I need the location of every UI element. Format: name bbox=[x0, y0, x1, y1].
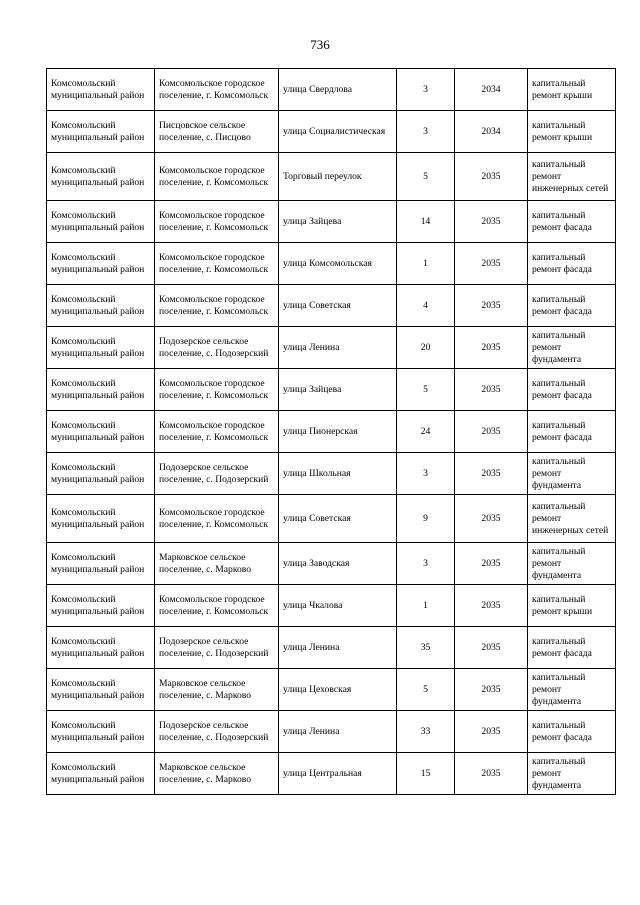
year-cell: 2035 bbox=[455, 327, 528, 369]
street-cell: улица Зайцева bbox=[279, 201, 397, 243]
table-row bbox=[47, 243, 616, 285]
settlement-cell: Комсомольское городское поселение, г. Комсомольск bbox=[155, 201, 279, 243]
settlement-cell: Марковское сельское поселение, с. Марково bbox=[155, 753, 279, 795]
table-row bbox=[47, 285, 616, 327]
work-type-cell: капитальный ремонт фасада bbox=[528, 369, 616, 411]
street-cell: улица Советская bbox=[279, 285, 397, 327]
street-cell: улица Ленина bbox=[279, 327, 397, 369]
year-cell: 2034 bbox=[455, 111, 528, 153]
house-number-cell: 3 bbox=[397, 453, 455, 495]
street-cell: улица Школьная bbox=[279, 453, 397, 495]
year-cell: 2035 bbox=[455, 669, 528, 711]
settlement-cell: Подозерское сельское поселение, с. Подозерский bbox=[155, 453, 279, 495]
street-cell: улица Комсомольская bbox=[279, 243, 397, 285]
house-number-cell: 9 bbox=[397, 495, 455, 543]
settlement-cell: Комсомольское городское поселение, г. Комсомольск bbox=[155, 69, 279, 111]
district-cell: Комсомольский муниципальный район bbox=[47, 153, 155, 201]
district-cell: Комсомольский муниципальный район bbox=[47, 753, 155, 795]
housing-repair-table bbox=[46, 68, 616, 795]
settlement-cell: Подозерское сельское поселение, с. Подозерский bbox=[155, 327, 279, 369]
work-type-cell: капитальный ремонт фундамента bbox=[528, 453, 616, 495]
house-number-cell: 4 bbox=[397, 285, 455, 327]
street-cell: улица Пионерская bbox=[279, 411, 397, 453]
year-cell: 2035 bbox=[455, 153, 528, 201]
street-cell: улица Зайцева bbox=[279, 369, 397, 411]
table-row bbox=[47, 627, 616, 669]
house-number-cell: 5 bbox=[397, 669, 455, 711]
settlement-cell: Комсомольское городское поселение, г. Комсомольск bbox=[155, 153, 279, 201]
work-type-cell: капитальный ремонт фасада bbox=[528, 711, 616, 753]
house-number-cell: 3 bbox=[397, 69, 455, 111]
street-cell: улица Центральная bbox=[279, 753, 397, 795]
house-number-cell: 20 bbox=[397, 327, 455, 369]
year-cell: 2035 bbox=[455, 495, 528, 543]
district-cell: Комсомольский муниципальный район bbox=[47, 369, 155, 411]
house-number-cell: 24 bbox=[397, 411, 455, 453]
settlement-cell: Комсомольское городское поселение, г. Комсомольск bbox=[155, 369, 279, 411]
table-row bbox=[47, 669, 616, 711]
year-cell: 2035 bbox=[455, 585, 528, 627]
district-cell: Комсомольский муниципальный район bbox=[47, 327, 155, 369]
settlement-cell: Комсомольское городское поселение, г. Комсомольск bbox=[155, 411, 279, 453]
year-cell: 2035 bbox=[455, 243, 528, 285]
year-cell: 2035 bbox=[455, 753, 528, 795]
table-row bbox=[47, 69, 616, 111]
settlement-cell: Писцовское сельское поселение, с. Писцово bbox=[155, 111, 279, 153]
table-row bbox=[47, 495, 616, 543]
street-cell: улица Свердлова bbox=[279, 69, 397, 111]
district-cell: Комсомольский муниципальный район bbox=[47, 285, 155, 327]
district-cell: Комсомольский муниципальный район bbox=[47, 495, 155, 543]
table-row bbox=[47, 585, 616, 627]
year-cell: 2035 bbox=[455, 369, 528, 411]
work-type-cell: капитальный ремонт фундамента bbox=[528, 753, 616, 795]
year-cell: 2035 bbox=[455, 711, 528, 753]
house-number-cell: 35 bbox=[397, 627, 455, 669]
district-cell: Комсомольский муниципальный район bbox=[47, 543, 155, 585]
year-cell: 2035 bbox=[455, 453, 528, 495]
house-number-cell: 33 bbox=[397, 711, 455, 753]
settlement-cell: Подозерское сельское поселение, с. Подозерский bbox=[155, 627, 279, 669]
year-cell: 2035 bbox=[455, 285, 528, 327]
settlement-cell: Комсомольское городское поселение, г. Комсомольск bbox=[155, 495, 279, 543]
street-cell: улица Чкалова bbox=[279, 585, 397, 627]
district-cell: Комсомольский муниципальный район bbox=[47, 69, 155, 111]
work-type-cell: капитальный ремонт крыши bbox=[528, 585, 616, 627]
district-cell: Комсомольский муниципальный район bbox=[47, 243, 155, 285]
street-cell: улица Цеховская bbox=[279, 669, 397, 711]
work-type-cell: капитальный ремонт фасада bbox=[528, 411, 616, 453]
house-number-cell: 5 bbox=[397, 153, 455, 201]
table-row bbox=[47, 543, 616, 585]
work-type-cell: капитальный ремонт фасада bbox=[528, 201, 616, 243]
house-number-cell: 15 bbox=[397, 753, 455, 795]
house-number-cell: 14 bbox=[397, 201, 455, 243]
year-cell: 2034 bbox=[455, 69, 528, 111]
table-row bbox=[47, 453, 616, 495]
settlement-cell: Комсомольское городское поселение, г. Комсомольск bbox=[155, 585, 279, 627]
work-type-cell: капитальный ремонт фасада bbox=[528, 243, 616, 285]
district-cell: Комсомольский муниципальный район bbox=[47, 111, 155, 153]
work-type-cell: капитальный ремонт фундамента bbox=[528, 543, 616, 585]
page-number: 736 bbox=[310, 37, 330, 52]
year-cell: 2035 bbox=[455, 543, 528, 585]
street-cell: Торговый переулок bbox=[279, 153, 397, 201]
house-number-cell: 3 bbox=[397, 111, 455, 153]
table-row bbox=[47, 153, 616, 201]
table-row bbox=[47, 411, 616, 453]
settlement-cell: Марковское сельское поселение, с. Марково bbox=[155, 543, 279, 585]
work-type-cell: капитальный ремонт инженерных сетей bbox=[528, 495, 616, 543]
street-cell: улица Ленина bbox=[279, 627, 397, 669]
table-row bbox=[47, 753, 616, 795]
settlement-cell: Комсомольское городское поселение, г. Комсомольск bbox=[155, 243, 279, 285]
house-number-cell: 1 bbox=[397, 243, 455, 285]
work-type-cell: капитальный ремонт крыши bbox=[528, 111, 616, 153]
district-cell: Комсомольский муниципальный район bbox=[47, 453, 155, 495]
work-type-cell: капитальный ремонт фундамента bbox=[528, 669, 616, 711]
district-cell: Комсомольский муниципальный район bbox=[47, 669, 155, 711]
settlement-cell: Подозерское сельское поселение, с. Подозерский bbox=[155, 711, 279, 753]
work-type-cell: капитальный ремонт фасада bbox=[528, 627, 616, 669]
district-cell: Комсомольский муниципальный район bbox=[47, 411, 155, 453]
district-cell: Комсомольский муниципальный район bbox=[47, 627, 155, 669]
year-cell: 2035 bbox=[455, 627, 528, 669]
table-row bbox=[47, 111, 616, 153]
street-cell: улица Заводская bbox=[279, 543, 397, 585]
district-cell: Комсомольский муниципальный район bbox=[47, 201, 155, 243]
work-type-cell: капитальный ремонт крыши bbox=[528, 69, 616, 111]
table-row bbox=[47, 201, 616, 243]
house-number-cell: 1 bbox=[397, 585, 455, 627]
house-number-cell: 3 bbox=[397, 543, 455, 585]
work-type-cell: капитальный ремонт инженерных сетей bbox=[528, 153, 616, 201]
table-row bbox=[47, 711, 616, 753]
district-cell: Комсомольский муниципальный район bbox=[47, 585, 155, 627]
street-cell: улица Социалистическая bbox=[279, 111, 397, 153]
work-type-cell: капитальный ремонт фундамента bbox=[528, 327, 616, 369]
table-row bbox=[47, 327, 616, 369]
street-cell: улица Советская bbox=[279, 495, 397, 543]
settlement-cell: Комсомольское городское поселение, г. Комсомольск bbox=[155, 285, 279, 327]
year-cell: 2035 bbox=[455, 411, 528, 453]
house-number-cell: 5 bbox=[397, 369, 455, 411]
work-type-cell: капитальный ремонт фасада bbox=[528, 285, 616, 327]
district-cell: Комсомольский муниципальный район bbox=[47, 711, 155, 753]
year-cell: 2035 bbox=[455, 201, 528, 243]
table-row bbox=[47, 369, 616, 411]
street-cell: улица Ленина bbox=[279, 711, 397, 753]
settlement-cell: Марковское сельское поселение, с. Марково bbox=[155, 669, 279, 711]
